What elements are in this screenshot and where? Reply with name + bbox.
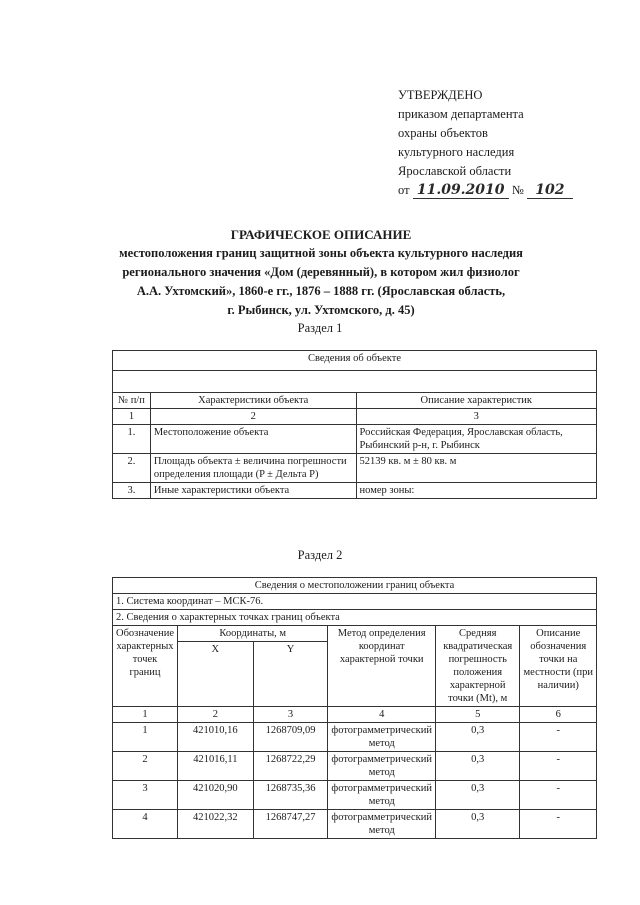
approval-line: охраны объектов	[398, 126, 488, 140]
boundary-points-table	[112, 577, 597, 839]
object-info-table	[112, 350, 597, 499]
row-desc: 52139 кв. м ± 80 кв. м	[356, 454, 596, 483]
index-cell: 3	[253, 707, 328, 723]
header-coords: Координаты, м	[178, 626, 328, 642]
index-cell: 3	[356, 409, 596, 425]
index-cell: 6	[520, 707, 597, 723]
header-description: Описание обозначения точки на местности (при наличии)	[520, 626, 597, 707]
date-prefix: от	[398, 183, 410, 197]
header-desc: Описание характеристик	[356, 393, 596, 409]
approval-date: 11.09.2010	[413, 183, 509, 199]
index-cell: 2	[178, 707, 254, 723]
approval-block	[398, 86, 598, 200]
table-row	[113, 483, 597, 499]
number-prefix: №	[511, 183, 524, 197]
row-desc: номер зоны:	[356, 483, 596, 499]
row-num: 1.	[113, 425, 151, 454]
title-line: местоположения границ защитной зоны объекта культурного наследия	[119, 246, 523, 260]
point-x: 421022,32	[178, 810, 254, 839]
point-method: фотограмметрический метод	[328, 752, 436, 781]
point-number: 4	[113, 810, 178, 839]
point-method: фотограмметрический метод	[328, 781, 436, 810]
point-accuracy: 0,3	[436, 752, 520, 781]
title-heading: ГРАФИЧЕСКОЕ ОПИСАНИЕ	[230, 227, 412, 242]
header-method: Метод определения координат характерной точки	[328, 626, 436, 707]
approval-number: 102	[527, 183, 573, 199]
points-title: 2. Сведения о характерных точках границ объекта	[113, 610, 597, 626]
table-row	[113, 723, 597, 752]
point-y: 1268747,27	[253, 810, 328, 839]
point-accuracy: 0,3	[436, 723, 520, 752]
point-y: 1268709,09	[253, 723, 328, 752]
table-row	[113, 425, 597, 454]
header-num: № п/п	[113, 393, 151, 409]
point-number: 1	[113, 723, 178, 752]
empty-row	[113, 371, 597, 393]
index-cell: 1	[113, 409, 151, 425]
point-number: 2	[113, 752, 178, 781]
point-number: 3	[113, 781, 178, 810]
point-accuracy: 0,3	[436, 781, 520, 810]
point-x: 421020,90	[178, 781, 254, 810]
header-y: Y	[253, 642, 328, 707]
point-description: -	[520, 781, 597, 810]
document-title	[86, 225, 556, 320]
title-line: г. Рыбинск, ул. Ухтомского, д. 45)	[227, 303, 415, 317]
table-title: Сведения о местоположении границ объекта	[113, 578, 597, 594]
approval-line: культурного наследия	[398, 145, 515, 159]
table-row	[113, 810, 597, 839]
approval-heading: УТВЕРЖДЕНО	[398, 88, 483, 102]
header-x: X	[178, 642, 254, 707]
title-line: регионального значения «Дом (деревянный), в котором жил физиолог	[122, 265, 520, 279]
table-row	[113, 781, 597, 810]
point-x: 421016,11	[178, 752, 254, 781]
index-cell: 1	[113, 707, 178, 723]
row-char: Местоположение объекта	[150, 425, 356, 454]
table-row	[113, 454, 597, 483]
row-desc: Российская Федерация, Ярославская область, Рыбинский р-н, г. Рыбинск	[356, 425, 596, 454]
point-y: 1268735,36	[253, 781, 328, 810]
approval-date-line	[398, 181, 598, 200]
row-char: Иные характеристики объекта	[150, 483, 356, 499]
point-method: фотограмметрический метод	[328, 723, 436, 752]
header-designation: Обозначение характерных точек границ	[113, 626, 178, 707]
row-char: Площадь объекта ± величина погрешности определения площади (P ± Дельта P)	[150, 454, 356, 483]
table-row	[113, 752, 597, 781]
point-description: -	[520, 723, 597, 752]
index-cell: 4	[328, 707, 436, 723]
point-x: 421010,16	[178, 723, 254, 752]
point-method: фотограмметрический метод	[328, 810, 436, 839]
approval-line: Ярославской области	[398, 164, 512, 178]
table-title: Сведения об объекте	[113, 351, 597, 371]
section2-label: Раздел 2	[297, 548, 343, 562]
section1-label: Раздел 1	[297, 321, 343, 335]
point-accuracy: 0,3	[436, 810, 520, 839]
header-char: Характеристики объекта	[150, 393, 356, 409]
index-cell: 2	[150, 409, 356, 425]
point-description: -	[520, 752, 597, 781]
row-num: 2.	[113, 454, 151, 483]
approval-line: приказом департамента	[398, 107, 524, 121]
row-num: 3.	[113, 483, 151, 499]
title-line: А.А. Ухтомский», 1860-е гг., 1876 – 1888 гг. (Ярославская область,	[136, 284, 506, 298]
point-description: -	[520, 810, 597, 839]
index-cell: 5	[436, 707, 520, 723]
coord-system: 1. Система координат – МСК-76.	[113, 594, 597, 610]
point-y: 1268722,29	[253, 752, 328, 781]
header-accuracy: Средняя квадратическая погрешность положения характерной точки (Mt), м	[436, 626, 520, 707]
